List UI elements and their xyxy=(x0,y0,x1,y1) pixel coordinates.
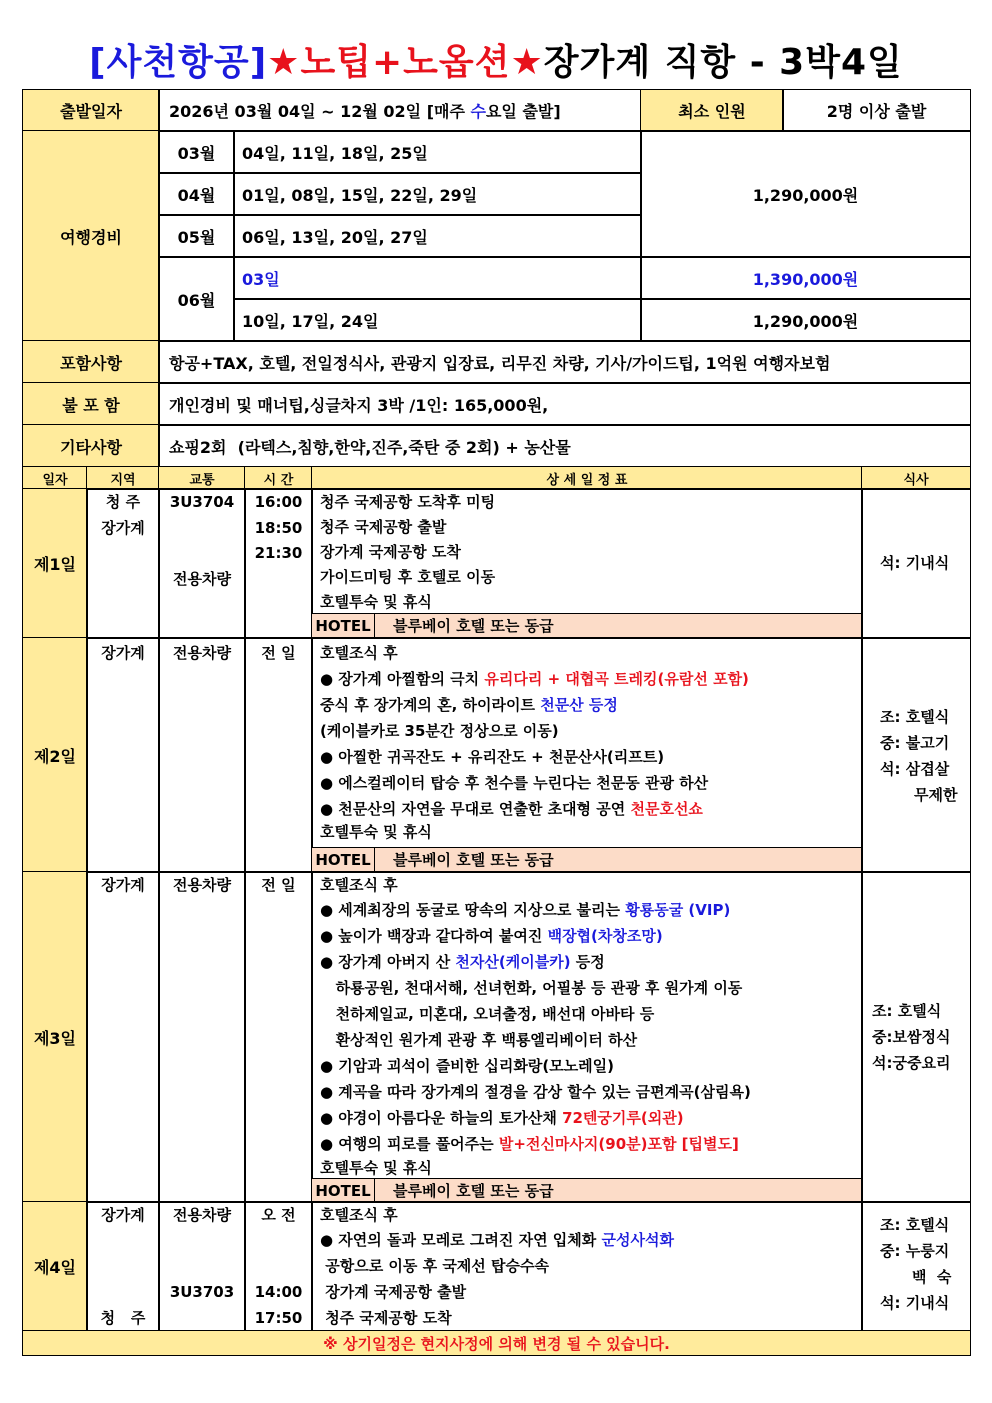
schedule-line xyxy=(312,975,862,1001)
pricing-month: 04월 xyxy=(158,172,235,216)
day-region xyxy=(86,488,160,639)
meal-text: 무제한 xyxy=(914,786,958,804)
schedule-text: 환상적인 원가계 관광 후 백룡엘리베이터 하산 xyxy=(320,1031,638,1049)
schedule-line: 장가계 국제공항 도착 xyxy=(320,543,461,561)
departure-label: 출발일자 xyxy=(22,89,160,132)
hotel-label: HOTEL xyxy=(312,1179,375,1202)
schedule-text: 호텔조식 후 xyxy=(320,1206,398,1224)
schedule-line xyxy=(312,872,862,898)
min-people-label: 최소 인원 xyxy=(640,89,784,132)
schedule-highlight: 천문산 등정 xyxy=(540,696,618,714)
header-region: 지역 xyxy=(86,466,160,490)
time-text: 16:00 xyxy=(254,493,303,511)
other-label: 기타사항 xyxy=(22,424,160,468)
pricing-label: 여행경비 xyxy=(22,130,160,342)
other-value: 쇼핑2회 (라텍스,침향,한약,진주,죽탄 중 2회) + 농산물 xyxy=(158,424,971,468)
schedule-line xyxy=(312,949,862,975)
schedule-highlight: 발+전신마사지(90분)포함 [팁별도] xyxy=(498,1135,739,1153)
hotel-row xyxy=(312,847,862,871)
schedule-line xyxy=(312,1027,862,1053)
schedule-text: 등정 xyxy=(570,953,605,971)
schedule-line xyxy=(312,666,862,692)
schedule-text: 장가계 국제공항 출발 xyxy=(320,1283,467,1301)
schedule-text: 청주 국제공항 도착 xyxy=(320,1309,452,1327)
time-text: 전 일 xyxy=(261,876,296,894)
schedule-line xyxy=(312,1202,862,1228)
day-label: 제2일 xyxy=(22,637,88,873)
day-time xyxy=(244,637,313,873)
transport-text: 3U3704 xyxy=(169,493,235,511)
meal-text: 중: 불고기 xyxy=(880,734,950,752)
schedule-line: 청주 국제공항 출발 xyxy=(320,518,447,536)
schedule-line xyxy=(312,1079,862,1105)
departure-value xyxy=(158,89,642,132)
schedule-text: ● 장가계 아버지 산 xyxy=(320,953,456,971)
schedule-line xyxy=(312,819,862,845)
included-label: 포함사항 xyxy=(22,340,160,384)
day-time xyxy=(244,1201,313,1332)
meal-text: 석: 기내식 xyxy=(880,554,950,572)
schedule-line xyxy=(312,744,862,770)
min-people-value: 2명 이상 출발 xyxy=(782,89,971,132)
meal-text: 석: 기내식 xyxy=(880,1294,950,1312)
day-region xyxy=(86,1201,160,1332)
transport-text: 전용차량 xyxy=(173,876,231,894)
day-transport xyxy=(158,871,246,1203)
schedule-text: ● 야경이 아름다운 하늘의 토가산채 xyxy=(320,1109,563,1127)
schedule-text: ● 여행의 피로를 풀어주는 xyxy=(320,1135,499,1153)
day-transport xyxy=(158,488,246,639)
day-transport xyxy=(158,1201,246,1332)
departure-dates: 2026년 03월 04일 ~ 12월 02일 [매주 xyxy=(169,102,471,121)
region-text: 장가계 xyxy=(101,644,145,662)
day-label: 제3일 xyxy=(22,871,88,1203)
schedule-line xyxy=(312,770,862,796)
day-meals xyxy=(861,637,971,873)
time-text: 18:50 xyxy=(254,519,303,537)
schedule-text: ● 아찔한 귀곡잔도 + 유리잔도 + 천문산사(리프트) xyxy=(320,748,665,766)
schedule-line xyxy=(312,1001,862,1027)
header-schedule: 상 세 일 정 표 xyxy=(311,466,863,490)
schedule-line: 청주 국제공항 도착후 미팅 xyxy=(320,493,496,511)
region-text: 장가계 xyxy=(101,1206,145,1224)
schedule-text: 천하제일교, 미혼대, 오녀출정, 배선대 아바타 등 xyxy=(320,1005,655,1023)
hotel-row xyxy=(312,1178,862,1202)
schedule-line: 가이드미팅 후 호텔로 이동 xyxy=(320,568,496,586)
time-text: 오 전 xyxy=(261,1206,296,1224)
time-text: 전 일 xyxy=(261,644,296,662)
meal-text: 중: 누룽지 xyxy=(880,1242,950,1260)
day-meals xyxy=(861,1201,971,1332)
schedule-text: 중식 후 장가계의 혼, 하이라이트 xyxy=(320,696,541,714)
hotel-name: 블루베이 호텔 또는 동급 xyxy=(393,617,554,635)
header-time: 시 간 xyxy=(244,466,313,490)
schedule-highlight: 유리다리 + 대협곡 트레킹(유람선 포함) xyxy=(484,670,749,688)
pricing-dates: 04일, 11일, 18일, 25일 xyxy=(233,130,642,174)
region-text: 청 주 xyxy=(105,493,141,511)
pricing-dates: 06일, 13일, 20일, 27일 xyxy=(233,214,642,258)
schedule-line xyxy=(312,923,862,949)
header-meal: 식사 xyxy=(861,466,971,490)
schedule-text: ● 장가계 아찔함의 극치 xyxy=(320,670,485,688)
title-airline: [사천항공] xyxy=(89,42,268,83)
departure-weekday: 수 xyxy=(470,102,486,121)
footer-note: ※ 상기일정은 현지사정에 의해 변경 될 수 있습니다. xyxy=(22,1330,971,1356)
schedule-line xyxy=(312,1305,862,1331)
title-promo: ★노팁+노옵션★ xyxy=(267,42,544,83)
day-label: 제4일 xyxy=(22,1201,88,1332)
hotel-label: HOTEL xyxy=(312,614,375,637)
day-region xyxy=(86,871,160,1203)
day-label: 제1일 xyxy=(22,488,88,639)
departure-suffix: 요일 출발] xyxy=(485,102,561,121)
pricing-price: 1,290,000원 xyxy=(640,130,971,258)
page-title xyxy=(0,34,992,85)
schedule-line xyxy=(312,692,862,718)
schedule-text: 호텔투숙 및 휴식 xyxy=(320,1159,432,1177)
transport-text: 전용차량 xyxy=(173,644,231,662)
time-text: 14:00 xyxy=(254,1283,303,1301)
schedule-text: ● 계곡을 따라 장가계의 절경을 감상 할수 있는 금편계곡(삼림욕) xyxy=(320,1083,751,1101)
pricing-dates-special: 03일 xyxy=(233,256,642,300)
schedule-text: 호텔조식 후 xyxy=(320,644,398,662)
schedule-line xyxy=(312,1131,862,1157)
meal-text: 조: 호텔식 xyxy=(880,708,950,726)
title-trip: 장가계 직항 - 3박4일 xyxy=(543,42,903,83)
pricing-month: 05월 xyxy=(158,214,235,258)
day-region xyxy=(86,637,160,873)
schedule-line: 호텔투숙 및 휴식 xyxy=(320,593,432,611)
day-time xyxy=(244,488,313,639)
time-text: 21:30 xyxy=(254,544,303,562)
schedule-text: ● 높이가 백장과 같다하여 붙여진 xyxy=(320,927,548,945)
schedule-text: 호텔투숙 및 휴식 xyxy=(320,823,432,841)
day-schedule xyxy=(311,1201,863,1332)
day-schedule xyxy=(311,488,863,639)
day-meals xyxy=(861,488,971,639)
meal-text: 조: 호텔식 xyxy=(872,1002,942,1020)
schedule-text: ● 기암과 괴석이 즐비한 십리화랑(모노레일) xyxy=(320,1057,615,1075)
day-time xyxy=(244,871,313,1203)
day-meals xyxy=(861,871,971,1203)
schedule-highlight: 황룡동굴 (VIP) xyxy=(625,901,731,919)
included-value: 항공+TAX, 호텔, 전일정식사, 관광지 입장료, 리무진 차량, 기사/가이드팁, 1억원 여행자보험 xyxy=(158,340,971,384)
meal-text: 석:궁중요리 xyxy=(872,1054,951,1072)
hotel-row xyxy=(312,613,862,637)
meal-text: 석: 삼겹살 xyxy=(880,760,950,778)
schedule-text: 하룡공원, 천대서해, 선녀헌화, 어필봉 등 관광 후 원가계 이동 xyxy=(320,979,743,997)
region-text: 청 주 xyxy=(100,1309,146,1327)
schedule-line xyxy=(312,1279,862,1305)
hotel-label: HOTEL xyxy=(312,848,375,871)
schedule-line xyxy=(312,1227,862,1253)
schedule-text: ● 천문산의 자연을 무대로 연출한 초대형 공연 xyxy=(320,800,631,818)
schedule-highlight: 군성사석화 xyxy=(601,1231,674,1249)
schedule-line xyxy=(312,1053,862,1079)
time-text: 17:50 xyxy=(254,1309,303,1327)
schedule-text: ● 에스컬레이터 탑승 후 천수를 누린다는 천문동 관광 하산 xyxy=(320,774,709,792)
schedule-text: 호텔조식 후 xyxy=(320,876,398,894)
pricing-month: 06월 xyxy=(158,256,235,342)
schedule-highlight: 백장협(차창조망) xyxy=(547,927,663,945)
meal-text: 백 숙 xyxy=(912,1268,952,1286)
day-transport xyxy=(158,637,246,873)
schedule-highlight: 천자산(케이블카) xyxy=(455,953,571,971)
day-schedule xyxy=(311,637,863,873)
meal-text: 조: 호텔식 xyxy=(880,1216,950,1234)
schedule-line xyxy=(312,640,862,666)
schedule-highlight: 72텐궁기루(외관) xyxy=(562,1109,684,1127)
schedule-line xyxy=(312,897,862,923)
hotel-name: 블루베이 호텔 또는 동급 xyxy=(393,851,554,869)
schedule-line xyxy=(312,1253,862,1279)
schedule-highlight: 천문호선쇼 xyxy=(630,800,703,818)
hotel-name: 블루베이 호텔 또는 동급 xyxy=(393,1182,554,1200)
pricing-dates: 10일, 17일, 24일 xyxy=(233,298,642,342)
schedule-text: ● 세계최장의 동굴로 땅속의 지상으로 불리는 xyxy=(320,901,626,919)
header-day: 일자 xyxy=(22,466,88,490)
transport-text: 3U3703 xyxy=(169,1283,235,1301)
schedule-text: (케이블카로 35분간 정상으로 이동) xyxy=(320,722,559,740)
pricing-dates: 01일, 08일, 15일, 22일, 29일 xyxy=(233,172,642,216)
schedule-line xyxy=(312,1105,862,1131)
excluded-value: 개인경비 및 매너팁,싱글차지 3박 /1인: 165,000원, xyxy=(158,382,971,426)
pricing-price: 1,290,000원 xyxy=(640,298,971,342)
region-text: 장가계 xyxy=(101,519,145,537)
header-transport: 교통 xyxy=(158,466,246,490)
excluded-label: 불 포 함 xyxy=(22,382,160,426)
schedule-text: ● 자연의 돌과 모레로 그려진 자연 입체화 xyxy=(320,1231,602,1249)
transport-text: 전용차량 xyxy=(173,1206,231,1224)
transport-text: 전용차량 xyxy=(173,570,231,588)
pricing-month: 03월 xyxy=(158,130,235,174)
pricing-price-special: 1,390,000원 xyxy=(640,256,971,300)
region-text: 장가계 xyxy=(101,876,145,894)
meal-text: 중:보쌈정식 xyxy=(872,1028,951,1046)
day-schedule xyxy=(311,871,863,1203)
schedule-text: 공항으로 이동 후 국제선 탑승수속 xyxy=(320,1257,549,1275)
schedule-line xyxy=(312,718,862,744)
